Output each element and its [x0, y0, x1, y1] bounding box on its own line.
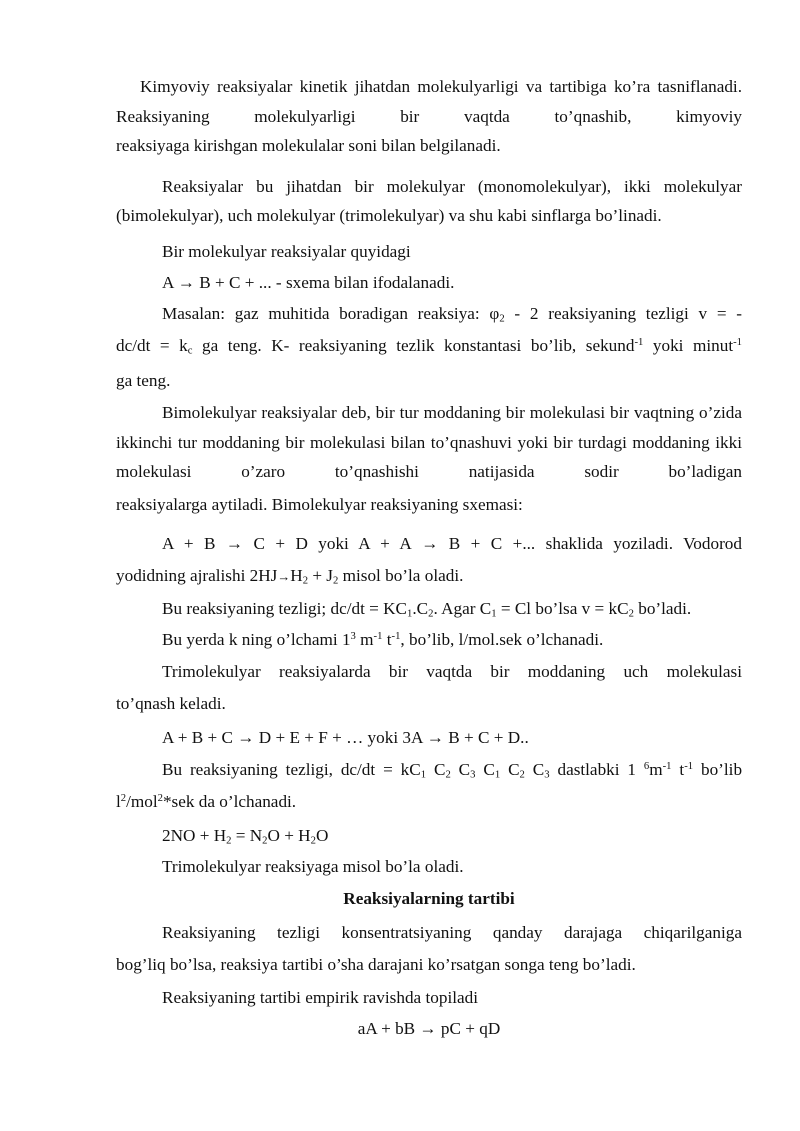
paragraph-order-empirical: Reaksiyaning tartibi empirik ravishda topiladi — [162, 988, 478, 1007]
paragraph-example-gas-line3: ga teng. — [116, 371, 171, 390]
scheme-bimolecular: A + B → C + D yoki A + A → B + C +... shaklida yoziladi. Vodorod — [162, 534, 742, 553]
paragraph-order-definition: Reaksiyaning tezligi konsentratsiyaning qanday darajaga chiqarilganiga — [162, 923, 742, 942]
equation-general: aA + bB → pC + qD — [357, 1019, 501, 1038]
paragraph-classification: Reaksiyalar bu jihatdan bir molekulyar (monomolekulyar), ikki molekulyar — [162, 177, 742, 196]
paragraph-trimolecular-rate-line2: $l^2/mol^2*sek$ da o’lchanadi. — [116, 792, 297, 811]
paragraph-unimolecular: Bir molekulyar reaksiyalar quyidagi — [162, 242, 411, 261]
paragraph-trimolecular-rate: Bu reaksiyaning tezligi, $dc/dt = kC_1$ $C_2$ $C_3$ $C_1$ $C_2$ $C_3$ dastlabki 1 $^6m^{-1}$ $t^{-1}$ bo’lib — [162, 760, 743, 781]
paragraph-order-definition-line2: bog’liq bo’lsa, reaksiya tartibi o’sha darajani ko’rsatgan songa teng bo’ladi. — [116, 955, 636, 974]
paragraph-example-gas: Masalan: gaz muhitida boradigan reaksiya: $\varphi_2 - 2$ reaksiyaning tezligi v = - — [162, 304, 742, 325]
paragraph-trimolecular-example: Trimolekulyar reaksiyaga misol bo’la oladi. — [162, 857, 464, 876]
scheme-trimolecular: A + B + C → D + E + F + … yoki 3A → B + C + D.. — [162, 728, 529, 747]
paragraph-bimolecular-definition: Bimolekulyar reaksiyalar deb, bir tur moddaning bir molekulasi bir vaqtning o’zida ikkinchi tur moddaning bir molekulasi bilan to’qnashuvi yoki bir turdagi moddaning ikki molekulasi o’zaro to’qnashishi natijasida sodir bo’ladigan — [116, 403, 742, 481]
paragraph-trimolecular: Trimolekulyar reaksiyalarda bir vaqtda bir moddaning uch molekulasi — [162, 662, 742, 681]
paragraph-intro: Kimyoviy reaksiyalar kinetik jihatdan molekulyarligi va tartibiga ko’ra tasniflanadi. Reaksiyaning molekulyarligi bir vaqtda to’qnashib, kimyoviy — [116, 77, 742, 126]
paragraph-intro-last-line: reaksiyaga kirishgan molekulalar soni bilan belgilanadi. — [116, 136, 501, 155]
paragraph-trimolecular-line2: to’qnash keladi. — [116, 694, 226, 713]
paragraph-classification-line2: (bimolekulyar), uch molekulyar (trimolekulyar) va shu kabi sinflarga bo’linadi. — [116, 206, 662, 225]
paragraph-bimolecular-definition-last: reaksiyalarga aytiladi. Bimolekulyar reaksiyaning sxemasi: — [116, 495, 523, 514]
paragraph-example-gas-line2: $dc/dt = k_c$ ga teng. K- reaksiyaning tezlik konstantasi bo’lib, sekund$^{-1}$ yoki minut$^{-1}$ — [116, 336, 743, 357]
paragraph-bimolecular-rate: Bu reaksiyaning tezligi; $dc/dt = KC_1.C_2$. Agar $C_1 = Cl$ bo’lsa $v = kC_2$ bo’ladi. — [162, 599, 692, 620]
paragraph-units-bimolecular: Bu yerda k ning o’lchami $1^3$ $m^{-1}$ $t^{-1}$, bo’lib, l/mol.sek o’lchanadi. — [162, 630, 604, 649]
equation-no-h2: $2NO + H_2 = N_2O + H_2O$ — [162, 826, 329, 847]
scheme-bimolecular-example: yodidning ajralishi $2HJ\to H_2 + J_2$ misol bo’la oladi. — [116, 566, 464, 587]
section-heading: Reaksiyalarning tartibi — [343, 889, 515, 908]
scheme-unimolecular: A → B + C + ... - sxema bilan ifodalanadi. — [162, 273, 455, 292]
